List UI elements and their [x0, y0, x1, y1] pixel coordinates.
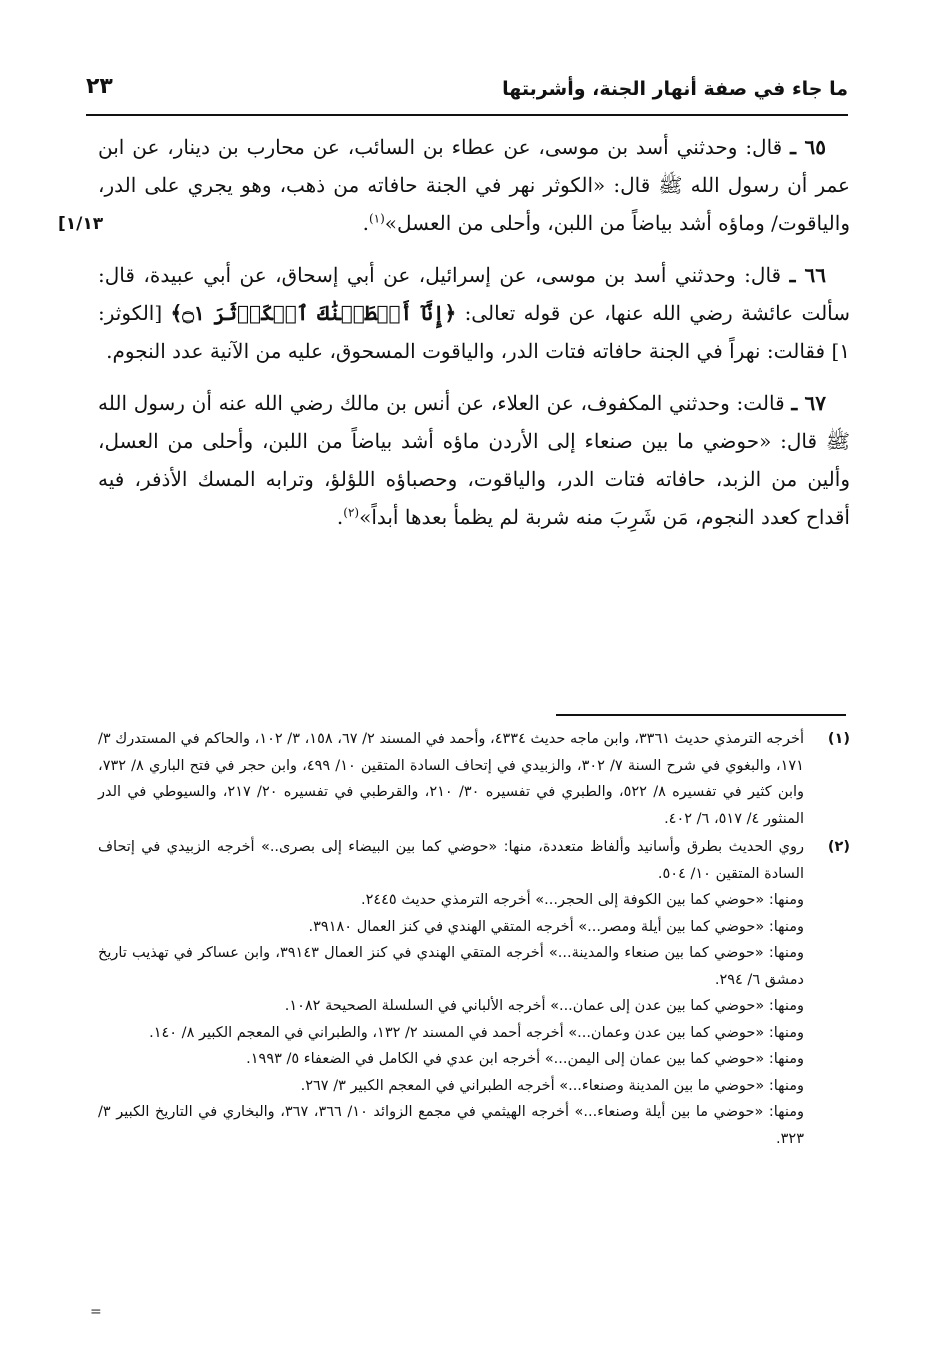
running-title: ما جاء في صفة أنهار الجنة، وأشربتها: [502, 78, 848, 100]
hadith-65: [98, 128, 850, 242]
hadith-text: قالت: وحدثني المكفوف، عن العلاء، عن أنس بن مالك رضي الله عنه أن رسول الله ﷺ قال: «حوضي ما بين صنعاء إلى الأردن ماؤه أشد بياضاً من اللبن، وأحلى من العسل، وألين من الزبد، حافاته فتات الدر، والياقوت، وحصباؤه اللؤلؤ، وترابه المسك الأذفر، فيه أقداح كعدد النجوم، مَن شَرِبَ منه شربة لم يظمأ بعدها أبداً»: [98, 391, 850, 529]
hadith-number: ٦٥ ـ: [790, 135, 827, 159]
footnote-ref[interactable]: (١): [368, 211, 385, 226]
hadith-end: .: [362, 211, 369, 235]
footnote-line: ومنها: «حوضي كما بين عدن وعمان...» أخرجه أحمد في المسند ٢/ ١٣٢، والطبراني في المعجم الكبير ٨/ ١٤٠.: [149, 1024, 804, 1041]
footnote-line: ومنها: «حوضي كما بين عدن إلى عمان...» أخرجه الألباني في السلسلة الصحيحة ١٠٨٢.: [284, 998, 804, 1014]
main-text: [98, 128, 850, 550]
footnote-line: ومنها: «حوضي ما بين أيلة وصنعاء...» أخرجه الهيثمي في مجمع الزوائد ١٠/ ٣٦٦، ٣٦٧، والبخاري في التاريخ الكبير ٣/ ٣٢٣.: [98, 1104, 804, 1147]
margin-reference: [١/١٣: [58, 214, 104, 234]
footnote-ref[interactable]: (٢): [343, 505, 360, 520]
header-rule: [86, 114, 848, 116]
footnote-rule: [556, 714, 846, 716]
footnote-line: ومنها: «حوضي كما بين صنعاء والمدينة...» أخرجه المتقي الهندي في كنز العمال ٣٩١٤٣، وابن عساكر في تهذيب تاريخ دمشق ٦/ ٢٩٤.: [98, 945, 804, 988]
footnote-number: (١): [827, 731, 850, 747]
hadith-text: قال: وحدثني أسد بن موسى، عن إسرائيل، عن أبي إسحاق، عن أبي عبيدة، قال: سألت عائشة رضي الله عنها، عن قوله تعالى:: [98, 263, 851, 325]
footnote-line: ومنها: «حوضي كما بين عمان إلى اليمن...» أخرجه ابن عدي في الكامل في الضعفاء ٥/ ١٩٩٣.: [246, 1051, 804, 1067]
hadith-67: [98, 384, 850, 536]
hadith-text: قال: وحدثني أسد بن موسى، عن عطاء بن السائب، عن محارب بن دينار، عن ابن عمر أن رسول الله ﷺ قال: «الكوثر نهر في الجنة حافاته من ذهب، وهو يجري على الدر، والياقوت/ وماؤه أشد بياضاً من اللبن، وأحلى من العسل»: [98, 135, 850, 235]
footnote-2: [98, 834, 850, 1152]
hadith-text-cont: [الكوثر: ١] فقالت: نهراً في الجنة حافاته فتات الدر، والياقوت المسحوق، عليه من الآنية عدد النجوم.: [98, 301, 850, 363]
hadith-66: [98, 256, 850, 370]
hadith-end: .: [336, 505, 344, 529]
footnote-number: (٢): [827, 839, 850, 855]
continuation-mark: =: [90, 1304, 102, 1320]
footnote-line: ومنها: «حوضي ما بين المدينة وصنعاء...» أخرجه الطبراني في المعجم الكبير ٣/ ٢٦٧.: [300, 1077, 804, 1094]
footnotes: [98, 726, 850, 1154]
footnote-1: [98, 726, 850, 832]
footnote-body: [98, 726, 804, 832]
footnote-line: أخرجه الترمذي حديث ٣٣٦١، وابن ماجه حديث ٤٣٣٤، وأحمد في المسند ٢/ ٦٧، ١٥٨، ٣/ ١٠٢، والحاكم في المستدرك ٣/ ١٧١، والبغوي في شرح السنة ٧/ ٣٠٢، والزبيدي في إتحاف السادة المتقين ١٠/ ٤٩٩، وابن حجر في فتح الباري ٨/ ٧٣٢، وابن كثير في تفسيره ٨/ ٥٢٢، والطبري في تفسيره ٣٠/ ٢١٠، والقرطبي في تفسيره ٢٠/ ٢١٧، والسيوطي في الدر المنثور ٤/ ٥١٧، ٦/ ٤٠٢.: [98, 731, 805, 827]
footnote-body: [98, 834, 804, 1152]
hadith-number: ٦٦ ـ: [789, 263, 826, 287]
hadith-number: ٦٧ ـ: [791, 391, 827, 415]
quran-verse: ﴿إِنَّآ أَعۡطَيۡنَٰكَ ٱلۡكَوۡثَرَ ۝١﴾: [170, 301, 457, 325]
footnote-line: روي الحديث بطرق وأسانيد وألفاظ متعددة، منها: «حوضي كما بين البيضاء إلى بصرى..» أخرجه الزبيدي في إتحاف السادة المتقين ١٠/ ٥٠٤.: [98, 839, 804, 882]
footnote-line: ومنها: «حوضي كما بين الكوفة إلى الحجر...» أخرجه الترمذي حديث ٢٤٤٥.: [360, 892, 804, 908]
page-number: ٢٣: [86, 74, 113, 99]
footnote-line: ومنها: «حوضي كما بين أيلة ومصر...» أخرجه المتقي الهندي في كنز العمال ٣٩١٨٠.: [308, 918, 804, 935]
